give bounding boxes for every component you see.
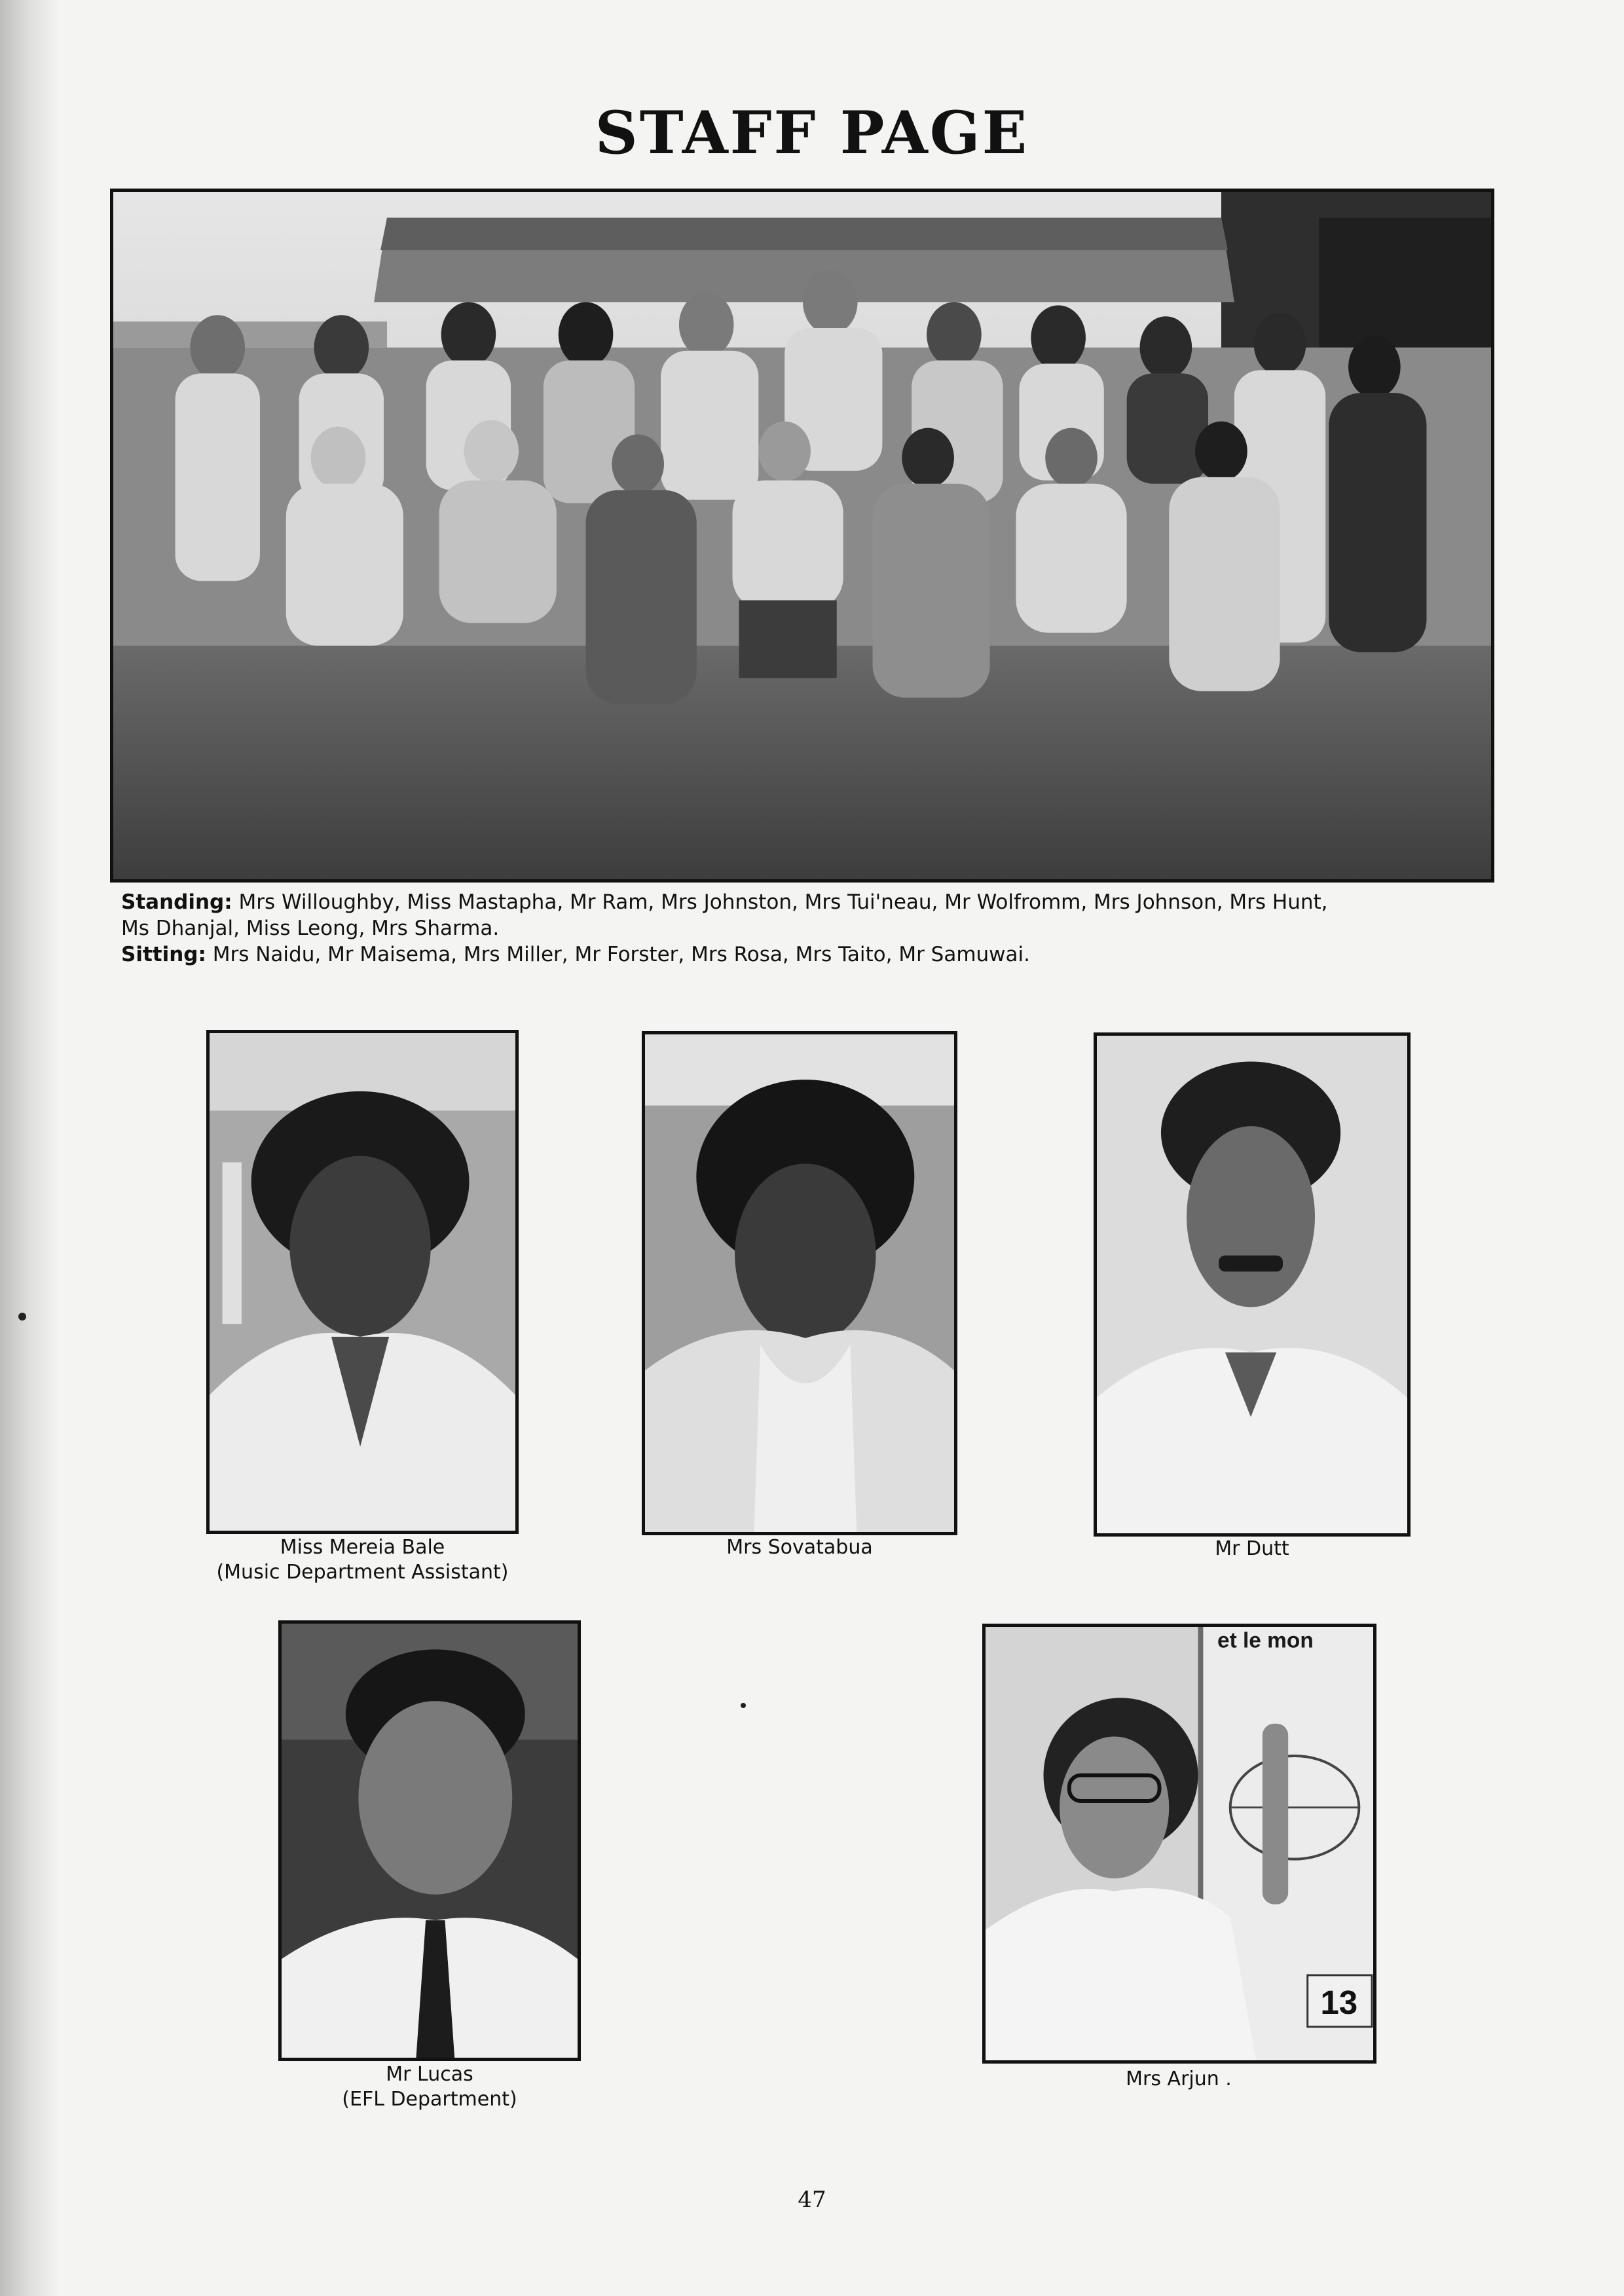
- scan-speck: [18, 1313, 26, 1321]
- standing-caption-line-1: [121, 889, 1503, 915]
- page-number: 47: [798, 2187, 826, 2213]
- poster-text: et le mon: [1217, 1628, 1314, 1653]
- portrait-name-4: Mr Lucas: [386, 2063, 473, 2086]
- portrait-name-1: Miss Mereia Bale: [280, 1536, 445, 1559]
- portrait-caption-1: [160, 1535, 564, 1585]
- portrait-photo-5: [982, 1624, 1376, 2064]
- standing-names-1: Mrs Willoughby, Miss Mastapha, Mr Ram, Mrs Johnston, Mrs Tui'neau, Mr Wolfromm, Mrs Johnson, Mrs Hunt,: [238, 890, 1328, 914]
- portrait-image-4: [282, 1624, 578, 2058]
- portrait-photo-3: [1094, 1032, 1411, 1537]
- standing-label: Standing:: [121, 890, 232, 914]
- portrait-caption-4: [244, 2062, 616, 2112]
- portrait-name-2: Mrs Sovatabua: [726, 1536, 873, 1559]
- portrait-image-2: [645, 1034, 954, 1532]
- sitting-caption-line: [121, 941, 1503, 968]
- group-photo-image: [113, 192, 1491, 879]
- group-photo-caption: [121, 889, 1503, 968]
- portrait-caption-3: [1056, 1537, 1449, 1561]
- group-staff-photo: [110, 189, 1494, 883]
- portrait-role-1: (Music Department Assistant): [216, 1561, 509, 1584]
- portrait-photo-1: [206, 1030, 519, 1534]
- scan-speck: [741, 1703, 746, 1708]
- portrait-image-1: [210, 1033, 515, 1531]
- portrait-role-4: (EFL Department): [342, 2088, 517, 2111]
- page-title: STAFF PAGE: [595, 98, 1029, 168]
- standing-names-2: Ms Dhanjal, Miss Leong, Mrs Sharma.: [121, 917, 500, 940]
- standing-caption-line-2: [121, 915, 1503, 941]
- portrait-photo-2: [642, 1031, 957, 1535]
- portrait-name-5: Mrs Arjun .: [1126, 2068, 1232, 2090]
- sitting-names: Mrs Naidu, Mr Maisema, Mrs Miller, Mr Forster, Mrs Rosa, Mrs Taito, Mr Samuwai.: [212, 943, 1030, 966]
- portrait-caption-5: [1015, 2067, 1342, 2092]
- portrait-caption-2: [616, 1535, 983, 1560]
- poster-number: 13: [1320, 1984, 1358, 2022]
- page-binding-shadow: [0, 0, 59, 2296]
- portrait-name-3: Mr Dutt: [1215, 1537, 1289, 1560]
- portrait-image-3: [1097, 1036, 1407, 1533]
- sitting-label: Sitting:: [121, 943, 206, 966]
- portrait-image-5: [986, 1627, 1373, 2060]
- portrait-photo-4: [278, 1620, 581, 2061]
